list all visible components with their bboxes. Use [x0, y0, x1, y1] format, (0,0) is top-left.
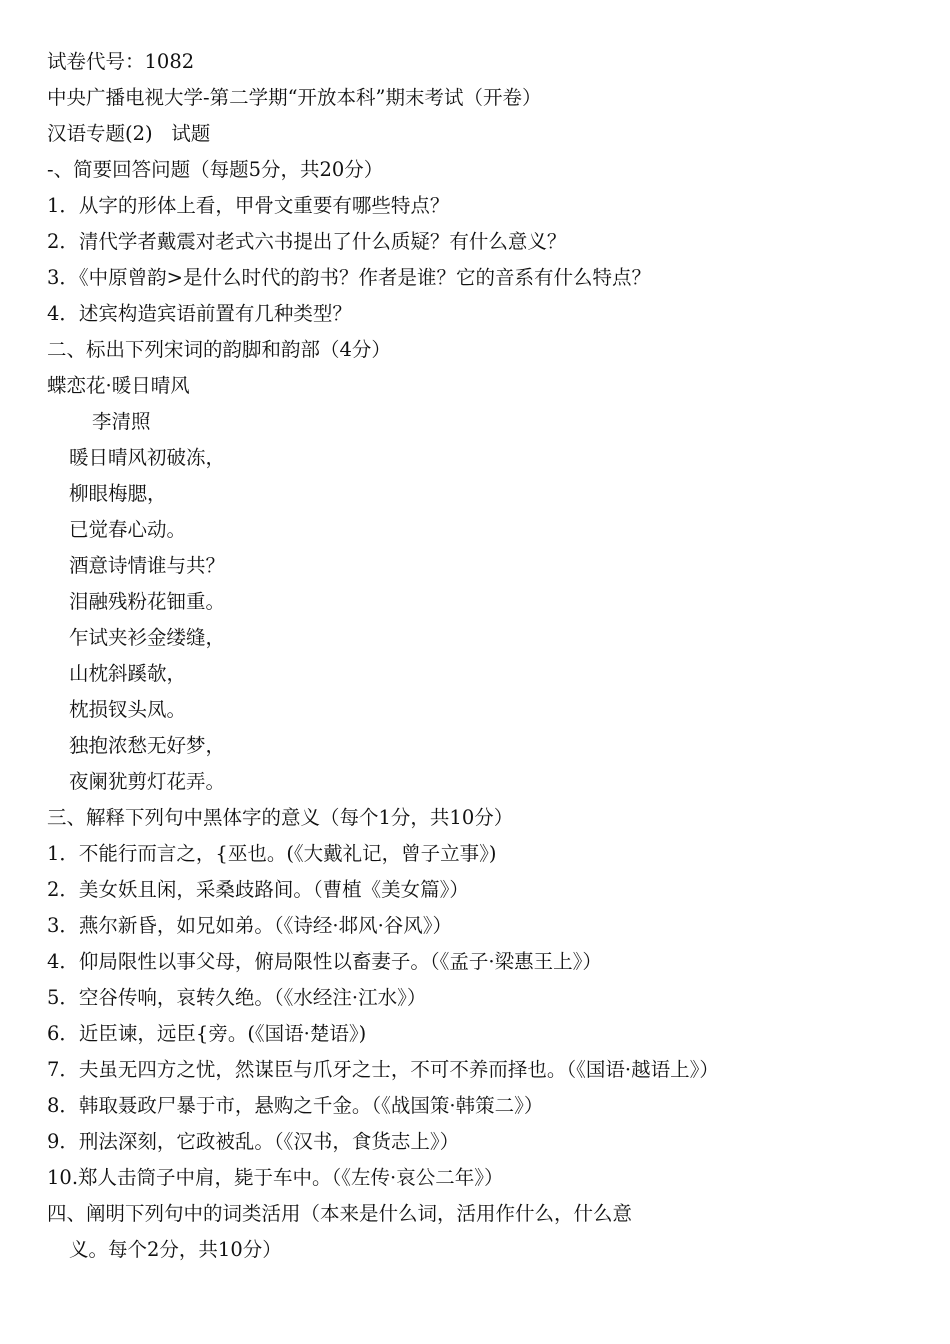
question-item: 5．空谷传响，哀转久绝。（《水经注·江水》） — [47, 986, 427, 1009]
exam-document — [47, 44, 907, 1268]
poem-line: 已觉春心动。 — [69, 518, 187, 541]
course-title: 汉语专题(2) 试题 — [47, 122, 211, 145]
section4-title: 四、阐明下列句中的词类活用（本来是什么词，活用作什么，什么意 — [47, 1202, 633, 1225]
question-item: 3．燕尔新昏，如兄如弟。（《诗经·邶风·谷风》） — [47, 914, 453, 937]
section2-title: 二、标出下列宋词的韵脚和韵部（4分） — [47, 338, 391, 361]
poem-title: 蝶恋花·暖日晴风 — [47, 374, 190, 397]
section4-title-continued: 义。每个2分，共10分） — [69, 1238, 282, 1261]
question-item: 2．清代学者戴震对老式六书提出了什么质疑？有什么意义？ — [47, 230, 567, 253]
section3-title: 三、解释下列句中黑体字的意义（每个1分，共10分） — [47, 806, 514, 829]
poem-line: 泪融残粉花钿重。 — [69, 590, 226, 613]
poem-line: 柳眼梅腮， — [69, 482, 167, 505]
question-item: 8．韩取聂政尸暴于市，悬购之千金。（《战国策·韩策二》） — [47, 1094, 544, 1117]
question-item: 4．仰局限性以事父母，俯局限性以畜妻子。（《孟子·梁惠王上》） — [47, 950, 602, 973]
question-item: 6．近臣谏，远臣{旁。(《国语·楚语》) — [47, 1022, 367, 1045]
poem-line: 夜阑犹剪灯花弄。 — [69, 770, 226, 793]
question-item: 9．刑法深刻，它政被乱。（《汉书，食货志上》） — [47, 1130, 460, 1153]
question-item: 2．美女妖且闲，采桑歧路间。（曹植《美女篇》） — [47, 878, 469, 901]
poem-line: 乍试夹衫金缕缝， — [69, 626, 226, 649]
poem-line: 山枕斜蹊欹， — [69, 662, 187, 685]
question-item: 1．不能行而言之，{巫也。(《大戴礼记，曾子立事》) — [47, 842, 497, 865]
exam-code: 试卷代号：1082 — [47, 50, 195, 73]
poem-line: 酒意诗情谁与共？ — [69, 554, 226, 577]
section1-title: -、简要回答问题（每题5分，共20分） — [47, 158, 384, 181]
exam-name: 中央广播电视大学-第二学期“开放本科”期末考试（开卷） — [47, 86, 542, 109]
poem-line: 独抱浓愁无好梦， — [69, 734, 226, 757]
poem-line: 暖日晴风初破冻， — [69, 446, 226, 469]
question-item: 1．从字的形体上看，甲骨文重要有哪些特点？ — [47, 194, 450, 217]
question-item: 10.郑人击筒子中肩，毙于车中。（《左传·哀公二年》） — [47, 1166, 504, 1189]
question-item: 4．述宾构造宾语前置有几种类型？ — [47, 302, 352, 325]
question-item: 3．《中原曾韵>是什么时代的韵书？作者是谁？它的音系有什么特点？ — [47, 266, 651, 289]
poem-author: 李清照 — [92, 410, 151, 433]
question-item: 7．夫虽无四方之忧，然谋臣与爪牙之士，不可不养而择也。（《国语·越语上》） — [47, 1058, 719, 1081]
poem-line: 枕损钗头凤。 — [69, 698, 187, 721]
